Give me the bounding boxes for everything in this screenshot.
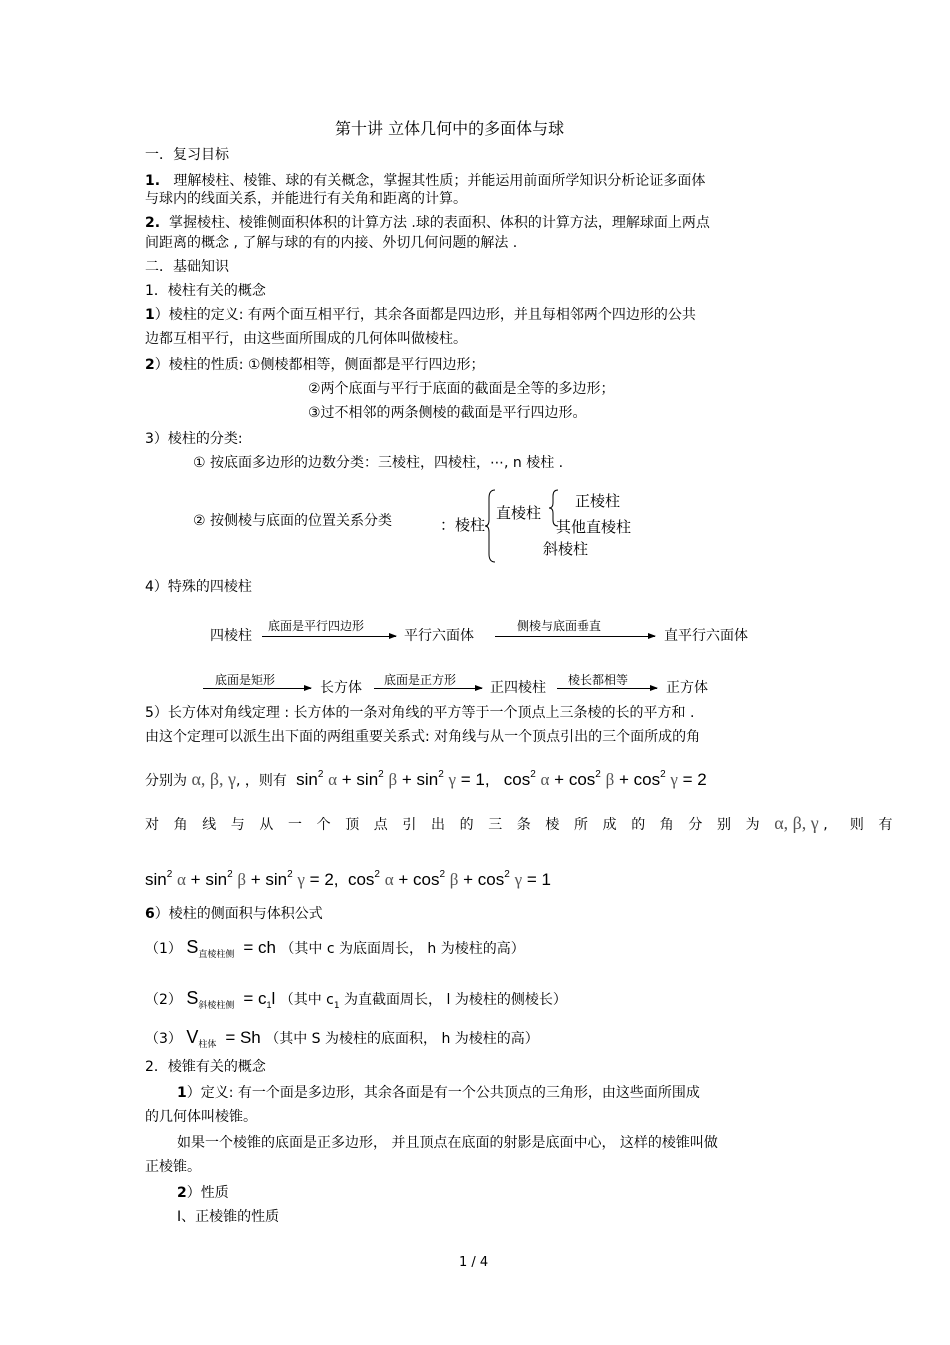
regular-pyramid-properties: Ⅰ、正棱锥的性质 (177, 1209, 280, 1225)
goal-1-number: 1. (145, 173, 161, 189)
regular-pyramid-line-2: 正棱锥。 (145, 1159, 201, 1175)
formula-2-lhs: $S_{斜棱柱侧}$ (186, 988, 235, 1010)
flow-regular-quadrangular-prism: 正四棱柱 (490, 680, 546, 696)
then-text: ，则有 (244, 773, 287, 789)
tree-oblique-prism: 斜棱柱 (543, 540, 589, 558)
goal-2-line-2: 间距离的概念 , 了解与球的有的内接、外切几何问题的解法 . (145, 235, 518, 251)
goal-2-line-1 (145, 214, 710, 232)
flow-arrow-5 (557, 688, 657, 689)
flow-arrow-1 (262, 636, 396, 637)
pyramid-definition-line-2: 的几何体叫棱锥。 (145, 1109, 257, 1125)
pyramid-definition-line-1 (177, 1084, 700, 1102)
formula-3-index: （3） (145, 1031, 182, 1047)
prism-classification-heading: 3）棱柱的分类: (145, 431, 243, 447)
page-title: 第十讲 立体几何中的多面体与球 (335, 119, 565, 138)
formula-1-rhs: = ch (243, 938, 276, 957)
outer-brace (484, 488, 498, 564)
prism-property-number: 2 (145, 357, 155, 373)
pyramid-definition-text: ）定义: 有一个面是多边形，其余各面是有一个公共顶点的三角形，由这些面所围成 (186, 1085, 700, 1101)
flow-cube: 正方体 (666, 680, 708, 696)
formula-3-rhs: = Sh (225, 1028, 261, 1047)
diagonal-theorem-line-4: 对角线与从一个顶点引出的三条棱所成的角分别为α, β, γ , 则有 (145, 813, 908, 833)
regular-pyramid-line-1: 如果一个棱锥的底面是正多边形， 并且顶点在底面的射影是底面中心， 这样的棱锥叫做 (177, 1135, 718, 1151)
pyramid-property-heading (177, 1184, 229, 1202)
greek-alpha-beta-gamma-2: α, β, γ (774, 813, 819, 833)
tree-regular-prism: 正棱柱 (575, 492, 621, 510)
flow-arrow-3 (203, 688, 311, 689)
formula-3-note: （其中 S 为棱柱的底面积， h 为棱柱的高） (265, 1031, 539, 1047)
section-heading-review: 一．复习目标 (145, 147, 229, 163)
prism-property-line-2: ②两个底面与平行于底面的截面是全等的多边形； (308, 381, 615, 397)
prism-property-line-3: ③过不相邻的两条侧棱的截面是平行四边形。 (308, 405, 587, 421)
diagonal-theorem-line-3: 分别为 α, β, γ, ，则有 $\sin^2 \alpha + \sin^2 \beta + \sin^2 \gamma = 1$, $\cos^2 \alpha + \cos^2 \beta + \cos^2 \gamma = 2$ (145, 769, 707, 789)
formula-prism-volume (145, 1028, 539, 1053)
flow-arrow-label-rectangle-base: 底面是矩形 (215, 673, 276, 687)
diagonal-theorem-line-1: 5）长方体对角线定理 : 长方体的一条对角线的平方等于一个顶点上三条棱的长的平方和 . (145, 705, 695, 721)
tree-other-straight-prism: 其他直棱柱 (556, 518, 632, 536)
formula-oblique-prism-area (145, 989, 567, 1015)
flow-cuboid: 长方体 (320, 680, 362, 696)
identity-sin-sum: $\sin^2 \alpha + \sin^2 \beta + \sin^2 \gamma = 1$, $\cos^2 \alpha + \cos^2 \beta + \cos^2 \gamma = 2$ (291, 769, 707, 789)
subheading-pyramid: 2．棱锥有关的概念 (145, 1059, 266, 1075)
flow-arrow-label-parallelogram-base: 底面是平行四边形 (268, 619, 365, 633)
edges-angle-text: 对角线与从一个顶点引出的三条棱所成的角分别为 (145, 817, 775, 833)
formula-1-note: （其中 c 为底面周长， h 为棱柱的高） (280, 941, 525, 957)
tree-root: ：棱柱 (440, 516, 486, 534)
formula-1-index: （1） (145, 941, 182, 957)
then-text-2: 则有 (849, 817, 908, 833)
formula-2-index: （2） (145, 992, 182, 1008)
formula-heading (145, 905, 323, 923)
prism-property-line-1 (145, 356, 484, 374)
special-prism-heading: 4）特殊的四棱柱 (145, 579, 252, 595)
flow-arrow-label-square-base: 底面是正方形 (384, 673, 457, 687)
formula-2-note-end: 为直截面周长， l 为棱柱的侧棱长） (339, 992, 567, 1008)
classification-by-sides: ① 按底面多边形的边数分类：三棱柱，四棱柱，⋯, n 棱柱 . (193, 455, 564, 471)
flow-arrow-label-perpendicular-edge: 侧棱与底面垂直 (517, 619, 602, 633)
flow-arrow-4 (374, 688, 482, 689)
pyramid-definition-number: 1 (177, 1085, 187, 1101)
goal-2-text: 掌握棱柱、棱锥侧面积体积的计算方法 .球的表面积、体积的计算方法，理解球面上两点 (168, 215, 710, 231)
angles-intro: 分别为 (145, 773, 187, 789)
tree-straight-prism: 直棱柱 (496, 504, 542, 522)
identity-cos-sum-2-rhs: = 1 (526, 870, 551, 889)
prism-definition-number: 1 (145, 307, 155, 323)
section-heading-basics: 二．基础知识 (145, 259, 229, 275)
subheading-prism: 1．棱柱有关的概念 (145, 283, 266, 299)
flow-arrow-2 (495, 636, 655, 637)
formula-2-rhs-l: l (271, 989, 276, 1008)
formula-heading-text: ）棱柱的侧面积与体积公式 (154, 906, 323, 922)
goal-1-text: 理解棱柱、棱锥、球的有关概念，掌握其性质；并能运用前面所学知识分析论证多面体 (173, 173, 706, 189)
prism-definition-line-1 (145, 306, 696, 324)
pyramid-property-text: ）性质 (186, 1185, 229, 1201)
goal-1-line-1 (145, 172, 705, 190)
prism-definition-text: ）棱柱的定义: 有两个面互相平行，其余各面都是四边形，并且每相邻两个四边形的公共 (154, 307, 696, 323)
formula-heading-number: 6 (145, 906, 155, 922)
formula-1-subscript: 直棱柱侧 (198, 949, 235, 959)
goal-2-number: 2. (145, 215, 161, 231)
greek-alpha-beta-gamma: α, β, γ (191, 769, 236, 789)
identity-row-2: $\sin^2 \alpha + \sin^2 \beta + \sin^2 \gamma = 2$, $\cos^2 \alpha + \cos^2 \beta + \cos^2 \gamma = 1$ (145, 869, 551, 889)
identity-sin-sum-rhs: = 1 (460, 770, 485, 789)
classification-by-edges: ② 按侧棱与底面的位置关系分类 (193, 513, 393, 529)
prism-property-text: ）棱柱的性质: ①侧棱都相等，侧面都是平行四边形； (154, 357, 485, 373)
diagonal-theorem-line-2: 由这个定理可以派生出下面的两组重要关系式: 对角线与从一个顶点引出的三个面所成的角 (145, 729, 701, 745)
formula-2-note (279, 992, 567, 1011)
formula-2-note-start: （其中 c (279, 992, 334, 1008)
formula-2-rhs-c: = c (243, 989, 267, 1008)
flow-right-parallelepiped: 直平行六面体 (664, 628, 748, 644)
formula-right-prism-area (145, 938, 525, 963)
flow-parallelepiped: 平行六面体 (404, 628, 474, 644)
page-number: 1 / 4 (459, 1255, 489, 1270)
formula-3-lhs: $V_{柱体}$ (186, 1027, 217, 1049)
identity-sin-sum-2-rhs: = 2 (309, 870, 334, 889)
formula-2-rhs-sub: 1 (266, 1000, 272, 1010)
formula-1-lhs: $S_{直棱柱侧}$ (186, 937, 235, 959)
formula-3-subscript: 柱体 (198, 1039, 217, 1049)
flow-arrow-label-equal-edges: 棱长都相等 (568, 673, 629, 687)
identity-cos-sum-rhs: = 2 (682, 770, 707, 789)
formula-2-note-sub: 1 (333, 1001, 340, 1011)
prism-definition-line-2: 边都互相平行，由这些面所围成的几何体叫做棱柱。 (145, 331, 467, 347)
goal-1-line-2: 与球内的线面关系，并能进行有关角和距离的计算。 (145, 191, 467, 207)
flow-quadrangular-prism: 四棱柱 (210, 628, 252, 644)
formula-2-subscript: 斜棱柱侧 (198, 1000, 235, 1010)
formula-2-rhs (243, 989, 275, 1008)
pyramid-property-number: 2 (177, 1185, 187, 1201)
